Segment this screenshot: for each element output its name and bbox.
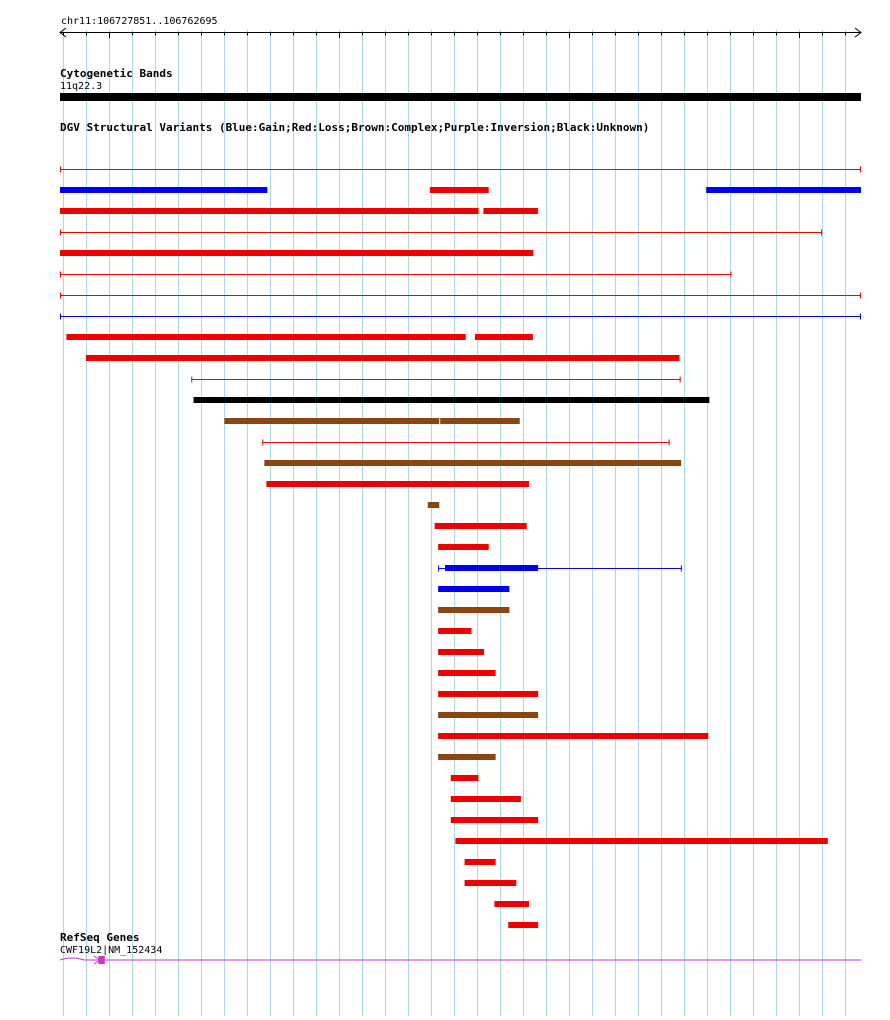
dgv-track-title: DGV Structural Variants (Blue:Gain;Red:Loss;Brown:Complex;Purple:Inversion;Black:Unknown) <box>60 121 650 134</box>
variant-bar <box>494 901 528 907</box>
variant-bar <box>438 586 509 592</box>
variant-bar <box>508 922 538 928</box>
variant-bar <box>60 187 267 193</box>
variant-bar <box>451 817 538 823</box>
variant-bar <box>438 691 538 697</box>
variant-bar <box>445 565 538 571</box>
variant-bar <box>224 418 439 424</box>
variant-bar <box>438 670 495 676</box>
variant-bar <box>435 523 527 529</box>
variant-bar <box>438 544 489 550</box>
variant-bar <box>438 607 509 613</box>
variant-bar <box>451 775 479 781</box>
variant-bar <box>66 334 465 340</box>
variant-bar <box>438 649 484 655</box>
variant-bar <box>465 859 496 865</box>
cytoband-bar <box>60 93 861 101</box>
variant-bar <box>438 712 538 718</box>
variant-bar <box>455 838 827 844</box>
gene-exon <box>98 956 104 964</box>
variant-bar <box>264 460 681 466</box>
variant-bar <box>440 418 520 424</box>
cytoband-label: 11q22.3 <box>60 81 103 92</box>
cytoband-track[interactable] <box>60 67 861 101</box>
variant-bar <box>483 208 537 214</box>
variant-bar <box>430 187 489 193</box>
variant-bar <box>86 355 440 361</box>
variant-bar <box>438 733 708 739</box>
variant-bar <box>438 628 471 634</box>
cytoband-track-title: Cytogenetic Bands <box>60 67 173 80</box>
variant-bar <box>475 334 533 340</box>
variant-bar <box>438 754 495 760</box>
variant-bar <box>60 208 479 214</box>
dgv-track[interactable] <box>60 121 861 928</box>
variant-bar <box>266 481 529 487</box>
variant-bar <box>60 250 533 256</box>
locus-label: chr11:106727851..106762695 <box>61 16 218 27</box>
gene-label: CWF19L2|NM_152434 <box>60 945 163 956</box>
refseq-track-title: RefSeq Genes <box>60 931 140 944</box>
ruler <box>60 16 861 38</box>
variant-bar <box>451 796 521 802</box>
variant-bar <box>194 397 710 403</box>
variant-bar <box>439 355 679 361</box>
gene-intron-line <box>60 958 861 960</box>
refseq-track[interactable] <box>60 931 861 964</box>
variant-bar <box>428 502 439 508</box>
variant-bar <box>706 187 861 193</box>
variant-bar <box>465 880 517 886</box>
